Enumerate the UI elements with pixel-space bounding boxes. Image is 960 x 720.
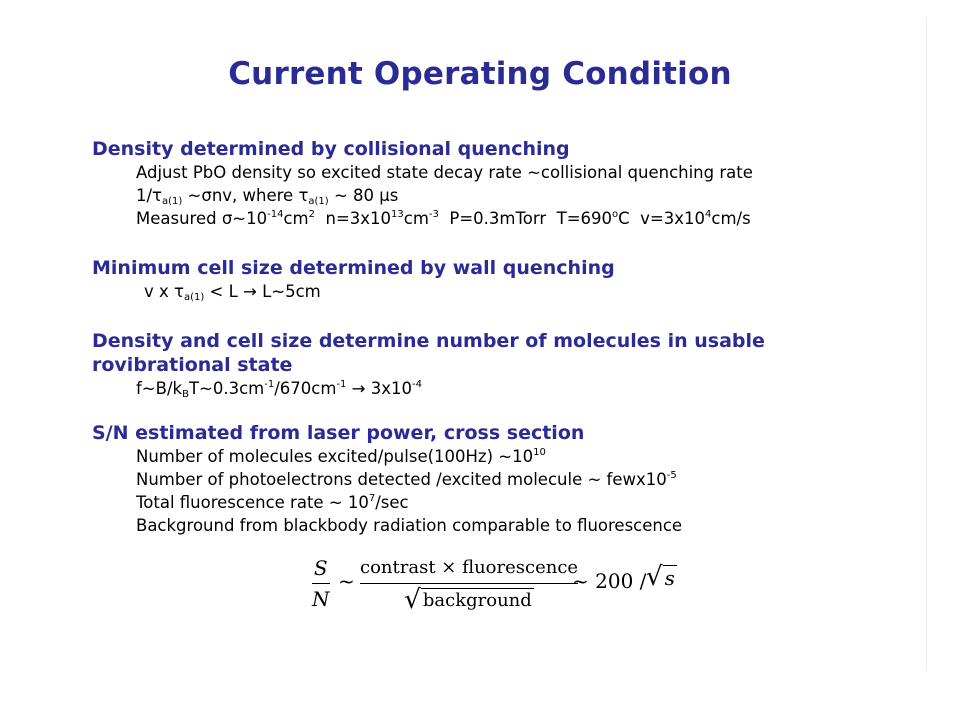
tilde-operator: ~ (338, 569, 355, 593)
fraction-bar (312, 583, 330, 584)
section-heading: S/N estimated from laser power, cross section (92, 422, 585, 444)
bullet-line: Number of molecules excited/pulse(100Hz) $\sim 10^{10}$ (136, 447, 546, 466)
sqrt-s-term: √ s (646, 562, 675, 592)
section-collisional-quenching (92, 137, 892, 230)
section-heading-line2: rovibrational state (92, 354, 293, 376)
snr-formula (308, 552, 678, 622)
tilde-200-term: ~ 200 / (572, 569, 647, 593)
fraction-bar (360, 583, 578, 584)
rhs-numerator: contrast × fluorescence (360, 557, 579, 578)
section-wall-quenching (92, 256, 892, 303)
lhs-denominator: N (312, 587, 330, 611)
slide-title: Current Operating Condition (228, 56, 732, 92)
sqrt-sign: √ (404, 585, 421, 615)
bullet-line: Adjust PbO density so excited state decay rate ~collisional quenching rate (136, 163, 753, 182)
rhs-fraction (360, 556, 578, 613)
bullet-line: v x $\tau_{a(1)} < L$ → L~5cm (144, 282, 321, 303)
bullet-line: Number of photoelectrons detected /excited molecule ~ $fewx10^{-5}$ (136, 470, 677, 489)
bullet-line: $1/\tau_{a(1)}$ ~σnv, where $\tau_{a(1)}$ ~ 80 μs (136, 186, 399, 207)
bullet-line: Total fluorescence rate ~ $10^7/\sec$ (136, 493, 409, 512)
section-usable-molecules (92, 329, 892, 400)
section-heading: Density determined by collisional quenching (92, 138, 570, 160)
rhs-denominator: √ background (404, 585, 532, 615)
slide-edge-divider (926, 18, 927, 670)
lhs-fraction (312, 556, 330, 611)
sqrt-sign: √ (646, 562, 663, 592)
bullet-line: Measured $\sigma\sim 10^{-14}cm^2$ $n=3x10^{13}cm^{-3}$ P=0.3mTorr $T=690^oC$ $v=3x10^4cm/s$ (136, 209, 751, 228)
bullet-line: $f\sim B/k_BT\sim 0.3cm^{-1}/670cm^{-1} \to 3x10^{-4}$ (136, 379, 422, 400)
section-signal-to-noise (92, 421, 892, 537)
bullet-line: Background from blackbody radiation comparable to fluorescence (136, 516, 683, 535)
section-heading: Minimum cell size determined by wall quenching (92, 257, 615, 279)
lhs-numerator: S (313, 556, 328, 580)
section-heading-line1: Density and cell size determine number of molecules in usable (92, 330, 765, 352)
